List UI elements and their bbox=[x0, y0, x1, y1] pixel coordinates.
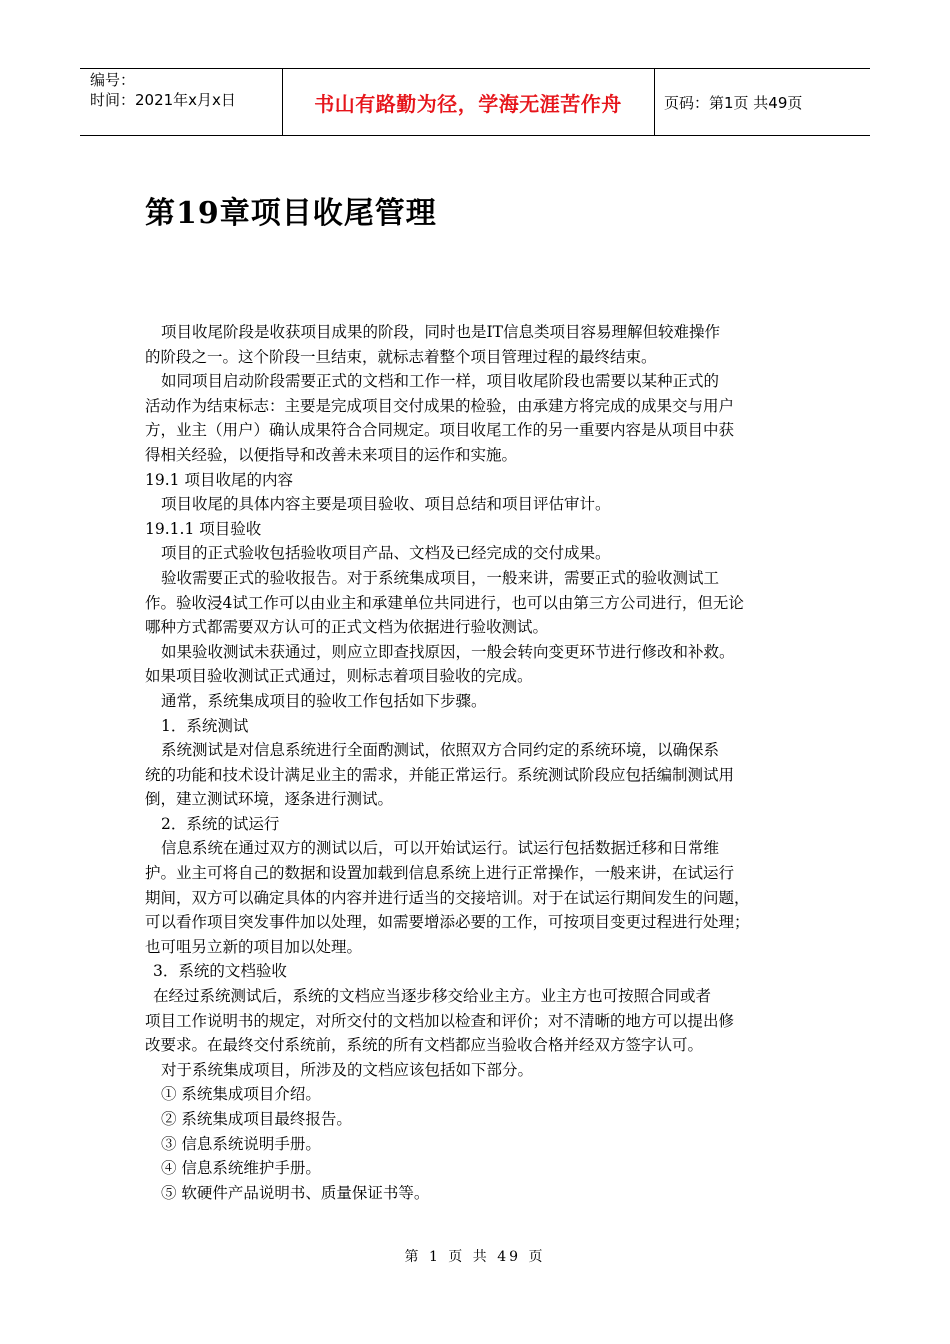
text-line: 如同项目启动阶段需要正式的文档和工作一样，项目收尾阶段也需要以某种正式的 bbox=[161, 372, 720, 391]
text-line: 对于系统集成项目，所涉及的文档应该包括如下部分。 bbox=[161, 1060, 534, 1079]
text-line: 验收需要正式的验收报告。对于系统集成项目，一般来讲，需要正式的验收测试工 bbox=[161, 568, 720, 587]
chapter-title: 第19章项目收尾管理 bbox=[145, 196, 437, 231]
header-divider bbox=[654, 68, 655, 136]
text-line: 的阶段之一。这个阶段一旦结束，就标志着整个项目管理过程的最终结束。 bbox=[145, 347, 657, 366]
text-line: 系统测试是对信息系统进行全面酌测试，依照双方合同约定的系统环境，以确保系 bbox=[161, 741, 720, 760]
text-line: 项目收尾阶段是收获项目成果的阶段，同时也是IT信息类项目容易理解但较难操作 bbox=[161, 323, 720, 341]
text-line: 方，业主（用户）确认成果符合合同规定。项目收尾工作的另一重要内容是从项目中获 bbox=[145, 421, 735, 440]
number-label: 编号： bbox=[90, 71, 136, 89]
page-footer: 第 1 页 共 49 页 bbox=[404, 1249, 546, 1265]
text-line: 如果验收测试未获通过，则应立即查找原因，一般会转向变更环节进行修改和补救。 bbox=[161, 642, 735, 661]
text-line: 项目工作说明书的规定，对所交付的文档加以检查和评价；对不清晰的地方可以提出修 bbox=[145, 1011, 735, 1030]
text-line: 3．系统的文档验收 bbox=[153, 962, 287, 981]
text-line: 统的功能和技术设计满足业主的需求，并能正常运行。系统测试阶段应包括编制测试用 bbox=[145, 765, 735, 784]
text-line: 项目收尾的具体内容主要是项目验收、项目总结和项目评估审计。 bbox=[161, 495, 611, 514]
text-line: ④ 信息系统维护手册。 bbox=[161, 1159, 321, 1178]
text-line: 项目的正式验收包括验收项目产品、文档及已经完成的交付成果。 bbox=[161, 544, 611, 563]
text-line: 信息系统在通过双方的测试以后，可以开始试运行。试运行包括数据迁移和日常维 bbox=[161, 839, 720, 858]
text-line: 活动作为结束标志：主要是完成项目交付成果的检验，由承建方将完成的成果交与用户 bbox=[145, 396, 735, 415]
header-page-info: 页码：第1页 共49页 bbox=[664, 93, 803, 112]
text-line: 2．系统的试运行 bbox=[161, 814, 280, 833]
text-line: 改要求。在最终交付系统前，系统的所有文档都应当验收合格并经双方签字认可。 bbox=[145, 1036, 704, 1055]
time-label: 时间：2021年x月x日 bbox=[90, 91, 236, 109]
text-line: 也可咀另立新的项目加以处理。 bbox=[145, 937, 363, 956]
text-line: 1．系统测试 bbox=[161, 716, 249, 735]
text-line: 19.1.1 项目验收 bbox=[145, 519, 262, 538]
text-line: ② 系统集成项目最终报告。 bbox=[161, 1110, 352, 1128]
text-line: 护。业主可将自己的数据和设置加载到信息系统上进行正常操作，一般来讲，在试运行 bbox=[145, 864, 735, 883]
header-motto: 书山有路勤为径，学海无涯苦作舟 bbox=[314, 91, 622, 116]
text-line: 哪种方式都需要双方认可的正式文档为依据进行验收测试。 bbox=[145, 618, 549, 637]
document-body bbox=[145, 320, 805, 1205]
text-line: ③ 信息系统说明手册。 bbox=[161, 1134, 321, 1153]
text-line: 可以看作项目突发事件加以处理，如需要增添必要的工作，可按项目变更过程进行处理； bbox=[145, 913, 750, 932]
text-line: ① 系统集成项目介绍。 bbox=[161, 1085, 321, 1104]
text-line: 19.1 项目收尾的内容 bbox=[145, 470, 293, 489]
text-line: 得相关经验，以便指导和改善未来项目的运作和实施。 bbox=[145, 445, 518, 464]
text-line: 倒，建立测试环境，逐条进行测试。 bbox=[145, 790, 394, 809]
header-meta bbox=[90, 70, 236, 110]
text-line: ⑤ 软硬件产品说明书、质量保证书等。 bbox=[161, 1183, 430, 1202]
text-line: 通常，系统集成项目的验收工作包括如下步骤。 bbox=[161, 691, 487, 710]
text-line: 如果项目验收测试正式通过，则标志着项目验收的完成。 bbox=[145, 667, 533, 686]
text-line: 在经过系统测试后，系统的文档应当逐步移交给业主方。业主方也可按照合同或者 bbox=[153, 987, 712, 1006]
text-line: 作。验收浸4试工作可以由业主和承建单位共同进行，也可以由第三方公司进行，但无论 bbox=[145, 593, 744, 612]
text-line: 期间，双方可以确定具体的内容并进行适当的交接培训。对于在试运行期间发生的问题， bbox=[145, 888, 750, 907]
